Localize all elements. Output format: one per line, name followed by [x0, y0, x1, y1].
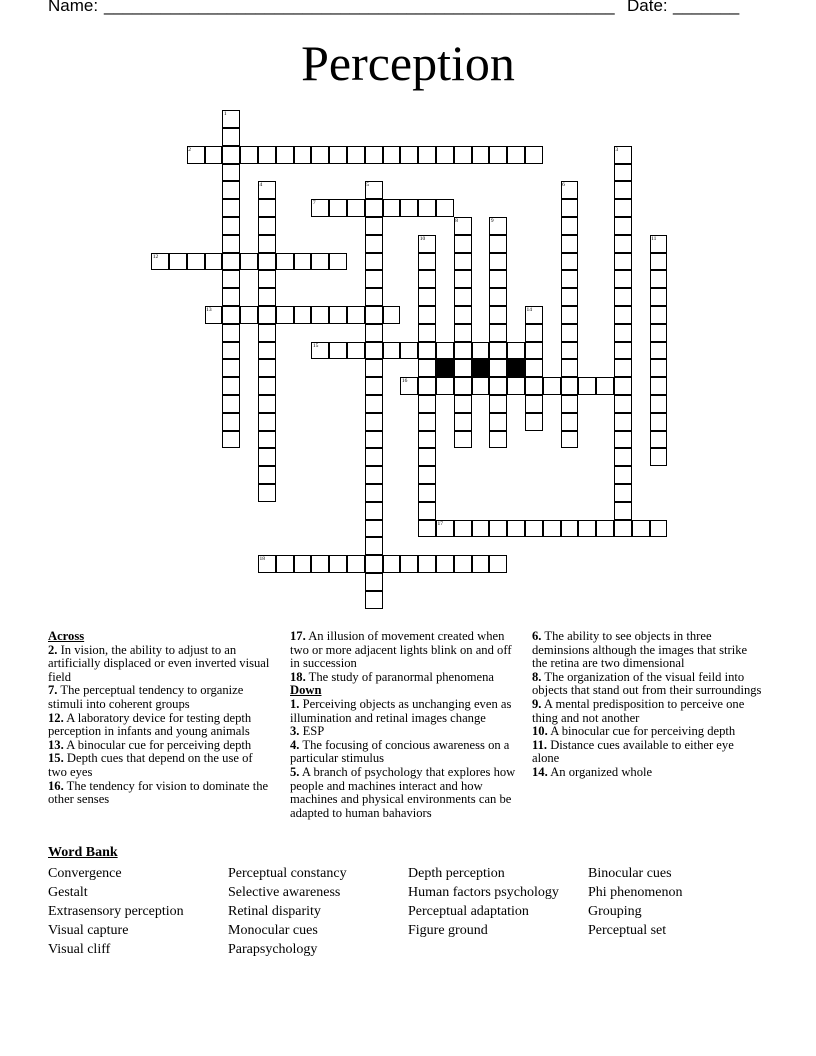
word-bank-item: Monocular cues [228, 923, 318, 938]
crossword-cell[interactable] [294, 555, 312, 573]
crossword-cell[interactable] [222, 324, 240, 342]
crossword-cell[interactable] [329, 253, 347, 271]
crossword-cell[interactable] [436, 199, 454, 217]
crossword-cell[interactable] [365, 217, 383, 235]
crossword-cell[interactable] [258, 270, 276, 288]
crossword-cell[interactable] [418, 431, 436, 449]
crossword-cell[interactable] [489, 431, 507, 449]
clue-number-5: 5 [366, 182, 370, 189]
crossword-cell[interactable] [489, 413, 507, 431]
crossword-cell[interactable] [650, 431, 668, 449]
word-bank-column-4 [588, 864, 683, 940]
crossword-cell[interactable] [489, 555, 507, 573]
crossword-cell[interactable] [365, 591, 383, 609]
crossword-cell[interactable] [561, 199, 579, 217]
crossword-cell[interactable] [489, 306, 507, 324]
crossword-cell[interactable] [454, 306, 472, 324]
crossword-cell[interactable] [294, 306, 312, 324]
crossword-cell[interactable] [489, 520, 507, 538]
crossword-cell[interactable] [561, 306, 579, 324]
crossword-black-cell [507, 359, 525, 377]
crossword-cell[interactable] [525, 520, 543, 538]
clue-number-11: 11 [651, 235, 657, 242]
crossword-cell[interactable] [525, 377, 543, 395]
clue-down-11: 11. Distance cues available to either eye alone [532, 737, 734, 766]
crossword-cell[interactable] [222, 395, 240, 413]
crossword-cell[interactable] [222, 377, 240, 395]
crossword-cell[interactable] [365, 395, 383, 413]
crossword-cell[interactable] [543, 520, 561, 538]
clue-across-16: 16. The tendency for vision to dominate the other senses [48, 778, 269, 807]
crossword-cell[interactable] [311, 146, 329, 164]
crossword-cell[interactable] [365, 484, 383, 502]
crossword-cell[interactable] [614, 466, 632, 484]
crossword-cell[interactable] [222, 128, 240, 146]
crossword-cell[interactable] [454, 342, 472, 360]
crossword-cell[interactable] [650, 270, 668, 288]
crossword-cell[interactable] [187, 253, 205, 271]
crossword-cell[interactable] [294, 146, 312, 164]
crossword-cell[interactable] [347, 306, 365, 324]
clue-number-13: 13 [206, 307, 212, 313]
crossword-cell[interactable] [222, 359, 240, 377]
word-bank-item: Visual cliff [48, 942, 111, 957]
crossword-cell[interactable] [258, 395, 276, 413]
clue-down-9: 9. A mental predisposition to perceive one thing and not another [532, 696, 745, 725]
crossword-cell[interactable] [614, 217, 632, 235]
crossword-cell[interactable] [614, 270, 632, 288]
crossword-cell[interactable] [205, 146, 223, 164]
crossword-cell[interactable] [561, 359, 579, 377]
crossword-cell[interactable] [222, 199, 240, 217]
crossword-cell[interactable] [472, 146, 490, 164]
crossword-cell[interactable] [365, 359, 383, 377]
crossword-cell[interactable] [418, 448, 436, 466]
crossword-cell[interactable] [454, 324, 472, 342]
crossword-cell[interactable] [454, 395, 472, 413]
crossword-cell[interactable] [258, 484, 276, 502]
clue-number-12: 12 [152, 253, 159, 260]
crossword-cell[interactable] [383, 146, 401, 164]
clue-number-2: 2 [188, 146, 192, 153]
crossword-cell[interactable] [454, 431, 472, 449]
crossword-cell[interactable] [418, 395, 436, 413]
crossword-cell[interactable] [329, 306, 347, 324]
clue-number-6: 6 [562, 182, 565, 189]
crossword-cell[interactable] [614, 288, 632, 306]
crossword-cell[interactable] [650, 359, 668, 377]
crossword-cell[interactable] [489, 146, 507, 164]
crossword-cell[interactable] [525, 324, 543, 342]
crossword-cell[interactable] [632, 520, 650, 538]
clue-number-9: 9 [490, 218, 494, 224]
crossword-cell[interactable] [650, 413, 668, 431]
crossword-cell[interactable] [489, 270, 507, 288]
word-bank-item: Retinal disparity [228, 904, 321, 919]
crossword-cell[interactable] [614, 199, 632, 217]
crossword-cell[interactable] [347, 199, 365, 217]
clue-down-10: 10. A binocular cue for perceiving depth [532, 724, 736, 739]
crossword-cell[interactable] [507, 377, 525, 395]
crossword-cell[interactable] [258, 199, 276, 217]
crossword-cell[interactable] [614, 413, 632, 431]
word-bank-item: Depth perception [408, 866, 505, 881]
crossword-cell[interactable] [365, 342, 383, 360]
crossword-cell[interactable] [258, 217, 276, 235]
crossword-cell[interactable] [329, 146, 347, 164]
crossword-cell[interactable] [614, 306, 632, 324]
crossword-cell[interactable] [561, 431, 579, 449]
crossword-cell[interactable] [614, 253, 632, 271]
crossword-cell[interactable] [418, 324, 436, 342]
crossword-cell[interactable] [561, 520, 579, 538]
crossword-cell[interactable] [169, 253, 187, 271]
crossword-cell[interactable] [561, 342, 579, 360]
crossword-cell[interactable] [489, 342, 507, 360]
word-bank-item: Gestalt [48, 885, 88, 900]
crossword-cell[interactable] [400, 146, 418, 164]
word-bank-item: Human factors psychology [408, 885, 559, 900]
word-bank-item: Visual capture [48, 923, 129, 938]
crossword-cell[interactable] [614, 359, 632, 377]
crossword-cell[interactable] [454, 359, 472, 377]
crossword-cell[interactable] [507, 520, 525, 538]
crossword-cell[interactable] [507, 146, 525, 164]
crossword-cell[interactable] [418, 253, 436, 271]
crossword-cell[interactable] [276, 306, 294, 324]
crossword-cell[interactable] [614, 164, 632, 182]
page-title: Perception [301, 35, 515, 91]
crossword-cell[interactable] [365, 555, 383, 573]
crossword-cell[interactable] [578, 377, 596, 395]
word-bank-column-3 [408, 864, 559, 940]
crossword-cell[interactable] [258, 377, 276, 395]
crossword-cell[interactable] [561, 288, 579, 306]
crossword-cell[interactable] [543, 377, 561, 395]
clue-across-18: 18. The study of paranormal phenomena [290, 669, 495, 684]
clue-number-4: 4 [259, 182, 263, 189]
crossword-cell[interactable] [258, 235, 276, 253]
crossword-cell[interactable] [614, 484, 632, 502]
word-bank-item: Binocular cues [588, 866, 672, 881]
word-bank-item: Perceptual set [588, 923, 667, 938]
date-label: Date: [627, 0, 668, 15]
crossword-cell[interactable] [596, 520, 614, 538]
crossword-cell[interactable] [418, 520, 436, 538]
word-bank-item: Convergence [48, 866, 122, 881]
word-bank-column-2 [228, 864, 347, 959]
crossword-cell[interactable] [525, 359, 543, 377]
clue-number-14: 14 [526, 307, 532, 313]
crossword-cell[interactable] [365, 466, 383, 484]
crossword-cell[interactable] [436, 377, 454, 395]
crossword-cell[interactable] [418, 484, 436, 502]
crossword-cell[interactable] [614, 448, 632, 466]
crossword-cell[interactable] [365, 448, 383, 466]
crossword-cell[interactable] [258, 324, 276, 342]
word-bank-title: Word Bank [48, 845, 118, 860]
crossword-cell[interactable] [650, 253, 668, 271]
clue-across-15: 15. Depth cues that depend on the use of two eyes [48, 751, 253, 779]
crossword-cell[interactable] [311, 555, 329, 573]
crossword-cell[interactable] [489, 377, 507, 395]
crossword-cell[interactable] [258, 466, 276, 484]
crossword-cell[interactable] [472, 520, 490, 538]
crossword-cell[interactable] [276, 555, 294, 573]
clue-number-3: 3 [615, 146, 619, 153]
across-header: Across [48, 629, 85, 643]
crossword-cell[interactable] [650, 520, 668, 538]
crossword-cell[interactable] [365, 573, 383, 591]
crossword-cell[interactable] [578, 520, 596, 538]
word-bank-item: Selective awareness [228, 885, 341, 900]
crossword-cell[interactable] [294, 253, 312, 271]
crossword-cell[interactable] [489, 288, 507, 306]
crossword-cell[interactable] [454, 413, 472, 431]
clue-across-7: 7. The perceptual tendency to organize stimuli into coherent groups [48, 683, 244, 711]
crossword-cell[interactable] [418, 502, 436, 520]
crossword-cell[interactable] [383, 342, 401, 360]
crossword-cell[interactable] [258, 359, 276, 377]
crossword-cell[interactable] [222, 181, 240, 199]
crossword-cell[interactable] [383, 555, 401, 573]
crossword-cell[interactable] [365, 199, 383, 217]
crossword-cell[interactable] [454, 235, 472, 253]
crossword-cell[interactable] [436, 342, 454, 360]
crossword-cell[interactable] [489, 359, 507, 377]
crossword-cell[interactable] [650, 342, 668, 360]
crossword-cell[interactable] [650, 324, 668, 342]
crossword-cell[interactable] [561, 235, 579, 253]
crossword-cell[interactable] [614, 502, 632, 520]
crossword-cell[interactable] [436, 146, 454, 164]
clue-down-3: 3. ESP [290, 724, 325, 739]
crossword-cell[interactable] [240, 146, 258, 164]
crossword-cell[interactable] [329, 342, 347, 360]
crossword-cell[interactable] [489, 235, 507, 253]
crossword-cell[interactable] [472, 377, 490, 395]
crossword-cell[interactable] [561, 253, 579, 271]
crossword-cell[interactable] [489, 395, 507, 413]
crossword-cell[interactable] [240, 253, 258, 271]
crossword-cell[interactable] [454, 555, 472, 573]
crossword-cell[interactable] [596, 377, 614, 395]
crossword-cell[interactable] [418, 555, 436, 573]
crossword-cell[interactable] [276, 253, 294, 271]
crossword-cell[interactable] [365, 146, 383, 164]
crossword-cell[interactable] [347, 146, 365, 164]
clue-number-1: 1 [223, 111, 227, 118]
crossword-cell[interactable] [525, 146, 543, 164]
crossword-cell[interactable] [258, 448, 276, 466]
clue-down-6: 6. The ability to see objects in three deminsions although the images that strike the retina are two dimensional [532, 629, 748, 671]
crossword-cell[interactable] [347, 342, 365, 360]
crossword-cell[interactable] [258, 306, 276, 324]
crossword-cell[interactable] [472, 342, 490, 360]
crossword-cell[interactable] [525, 342, 543, 360]
crossword-cell[interactable] [329, 555, 347, 573]
crossword-cell[interactable] [614, 181, 632, 199]
crossword-cell[interactable] [418, 359, 436, 377]
crossword-cell[interactable] [258, 146, 276, 164]
crossword-cell[interactable] [222, 431, 240, 449]
crossword-cell[interactable] [258, 431, 276, 449]
clue-down-1: 1. Perceiving objects as unchanging even as illumination and retinal images change [290, 696, 512, 725]
crossword-cell[interactable] [329, 199, 347, 217]
crossword-cell[interactable] [614, 431, 632, 449]
crossword-cell[interactable] [365, 253, 383, 271]
date-field[interactable]: _______ [673, 0, 740, 15]
clue-across-17: 17. An illusion of movement created when two or more adjacent lights blink on and off in succession [290, 629, 512, 671]
word-bank-item: Parapsychology [228, 942, 318, 957]
crossword-cell[interactable] [222, 342, 240, 360]
crossword-cell[interactable] [365, 270, 383, 288]
crossword-cell[interactable] [418, 270, 436, 288]
crossword-cell[interactable] [258, 413, 276, 431]
crossword-cell[interactable] [418, 413, 436, 431]
crossword-cell[interactable] [454, 146, 472, 164]
clue-number-18: 18 [259, 556, 265, 563]
crossword-cell[interactable] [365, 324, 383, 342]
word-bank-item: Figure ground [408, 923, 488, 938]
crossword-cell[interactable] [347, 555, 365, 573]
crossword-cell[interactable] [650, 306, 668, 324]
clue-number-15: 15 [312, 342, 319, 349]
clue-down-14: 14. An organized whole [532, 764, 653, 779]
crossword-cell[interactable] [222, 235, 240, 253]
crossword-cell[interactable] [561, 217, 579, 235]
name-label: Name: [48, 0, 99, 15]
crossword-cell[interactable] [454, 270, 472, 288]
crossword-cell[interactable] [222, 306, 240, 324]
crossword-cell[interactable] [507, 342, 525, 360]
word-bank-item: Extrasensory perception [48, 904, 184, 919]
crossword-cell[interactable] [454, 377, 472, 395]
crossword-cell[interactable] [258, 253, 276, 271]
crossword-cell[interactable] [383, 199, 401, 217]
crossword-cell[interactable] [365, 288, 383, 306]
clue-across-2: 2. In vision, the ability to adjust to an artificially displaced or even inverted visual field [48, 642, 270, 684]
crossword-cell[interactable] [418, 146, 436, 164]
crossword-cell[interactable] [561, 270, 579, 288]
word-bank-item: Perceptual constancy [228, 866, 347, 881]
crossword-cell[interactable] [205, 253, 223, 271]
clue-number-17: 17 [437, 520, 443, 527]
crossword-cell[interactable] [418, 199, 436, 217]
clue-number-10: 10 [419, 235, 426, 242]
crossword-cell[interactable] [650, 448, 668, 466]
crossword-cell[interactable] [400, 342, 418, 360]
clue-down-8: 8. The organization of the visual feild into objects that stand out from their surroundings [532, 669, 762, 698]
clue-column-1 [48, 630, 273, 807]
crossword-cell[interactable] [365, 537, 383, 555]
crossword-cell[interactable] [418, 306, 436, 324]
name-field[interactable]: ______________________________________________________ [104, 0, 615, 15]
crossword-cell[interactable] [311, 253, 329, 271]
crossword-cell[interactable] [418, 466, 436, 484]
clue-number-8: 8 [455, 218, 459, 224]
word-bank-item: Phi phenomenon [588, 885, 683, 900]
crossword-cell[interactable] [614, 395, 632, 413]
crossword-cell[interactable] [454, 253, 472, 271]
crossword-cell[interactable] [418, 288, 436, 306]
crossword-cell[interactable] [365, 235, 383, 253]
clue-number-7: 7 [312, 200, 316, 207]
crossword-cell[interactable] [561, 395, 579, 413]
clue-down-5: 5. A branch of psychology that explores how people and machines interact and how machines and physical environments can be adapted to human bahaviors [290, 764, 516, 820]
crossword-cell[interactable] [383, 306, 401, 324]
crossword-cell[interactable] [614, 377, 632, 395]
crossword-cell[interactable] [365, 431, 383, 449]
clue-column-3 [532, 630, 764, 780]
crossword-cell[interactable] [418, 342, 436, 360]
crossword-cell[interactable] [400, 555, 418, 573]
crossword-cell[interactable] [222, 413, 240, 431]
clue-column-2 [290, 630, 522, 820]
crossword-cell[interactable] [222, 270, 240, 288]
crossword-cell[interactable] [489, 253, 507, 271]
crossword-cell[interactable] [365, 413, 383, 431]
crossword-cell[interactable] [614, 520, 632, 538]
crossword-cell[interactable] [258, 288, 276, 306]
word-bank-item: Grouping [588, 904, 642, 919]
crossword-cell[interactable] [222, 217, 240, 235]
clue-across-13: 13. A binocular cue for perceiving depth [48, 737, 252, 752]
clue-number-16: 16 [401, 378, 408, 385]
crossword-cell[interactable] [222, 288, 240, 306]
crossword-cell[interactable] [650, 377, 668, 395]
crossword-cell[interactable] [561, 413, 579, 431]
crossword-cell[interactable] [525, 413, 543, 431]
word-bank-item: Perceptual adaptation [408, 904, 529, 919]
crossword-cell[interactable] [472, 555, 490, 573]
crossword-cell[interactable] [365, 502, 383, 520]
crossword-cell[interactable] [489, 324, 507, 342]
crossword-cell[interactable] [365, 520, 383, 538]
word-bank-column-1 [48, 864, 184, 959]
crossword-cell[interactable] [525, 395, 543, 413]
crossword-cell[interactable] [561, 324, 579, 342]
crossword-cell[interactable] [650, 395, 668, 413]
down-header: Down [290, 683, 322, 698]
crossword-cell[interactable] [614, 235, 632, 253]
crossword-cell[interactable] [365, 306, 383, 324]
crossword-cell[interactable] [222, 146, 240, 164]
clue-across-12: 12. A laboratory device for testing depth perception in infants and young animals [48, 710, 252, 739]
crossword-cell[interactable] [650, 288, 668, 306]
crossword-cell[interactable] [561, 377, 579, 395]
clue-down-4: 4. The focusing of concious awareness on a particular stimulus [290, 737, 510, 766]
crossword-cell[interactable] [276, 146, 294, 164]
crossword-black-cell [436, 359, 454, 377]
crossword-cell[interactable] [614, 342, 632, 360]
crossword-cell[interactable] [454, 288, 472, 306]
crossword-cell[interactable] [614, 324, 632, 342]
crossword-cell[interactable] [436, 555, 454, 573]
crossword-black-cell [472, 359, 490, 377]
crossword-cell[interactable] [418, 377, 436, 395]
crossword-cell[interactable] [222, 253, 240, 271]
crossword-cell[interactable] [222, 164, 240, 182]
crossword-cell[interactable] [454, 520, 472, 538]
crossword-cell[interactable] [400, 199, 418, 217]
crossword-cell[interactable] [240, 306, 258, 324]
crossword-cell[interactable] [311, 306, 329, 324]
crossword-cell[interactable] [365, 377, 383, 395]
crossword-cell[interactable] [258, 342, 276, 360]
